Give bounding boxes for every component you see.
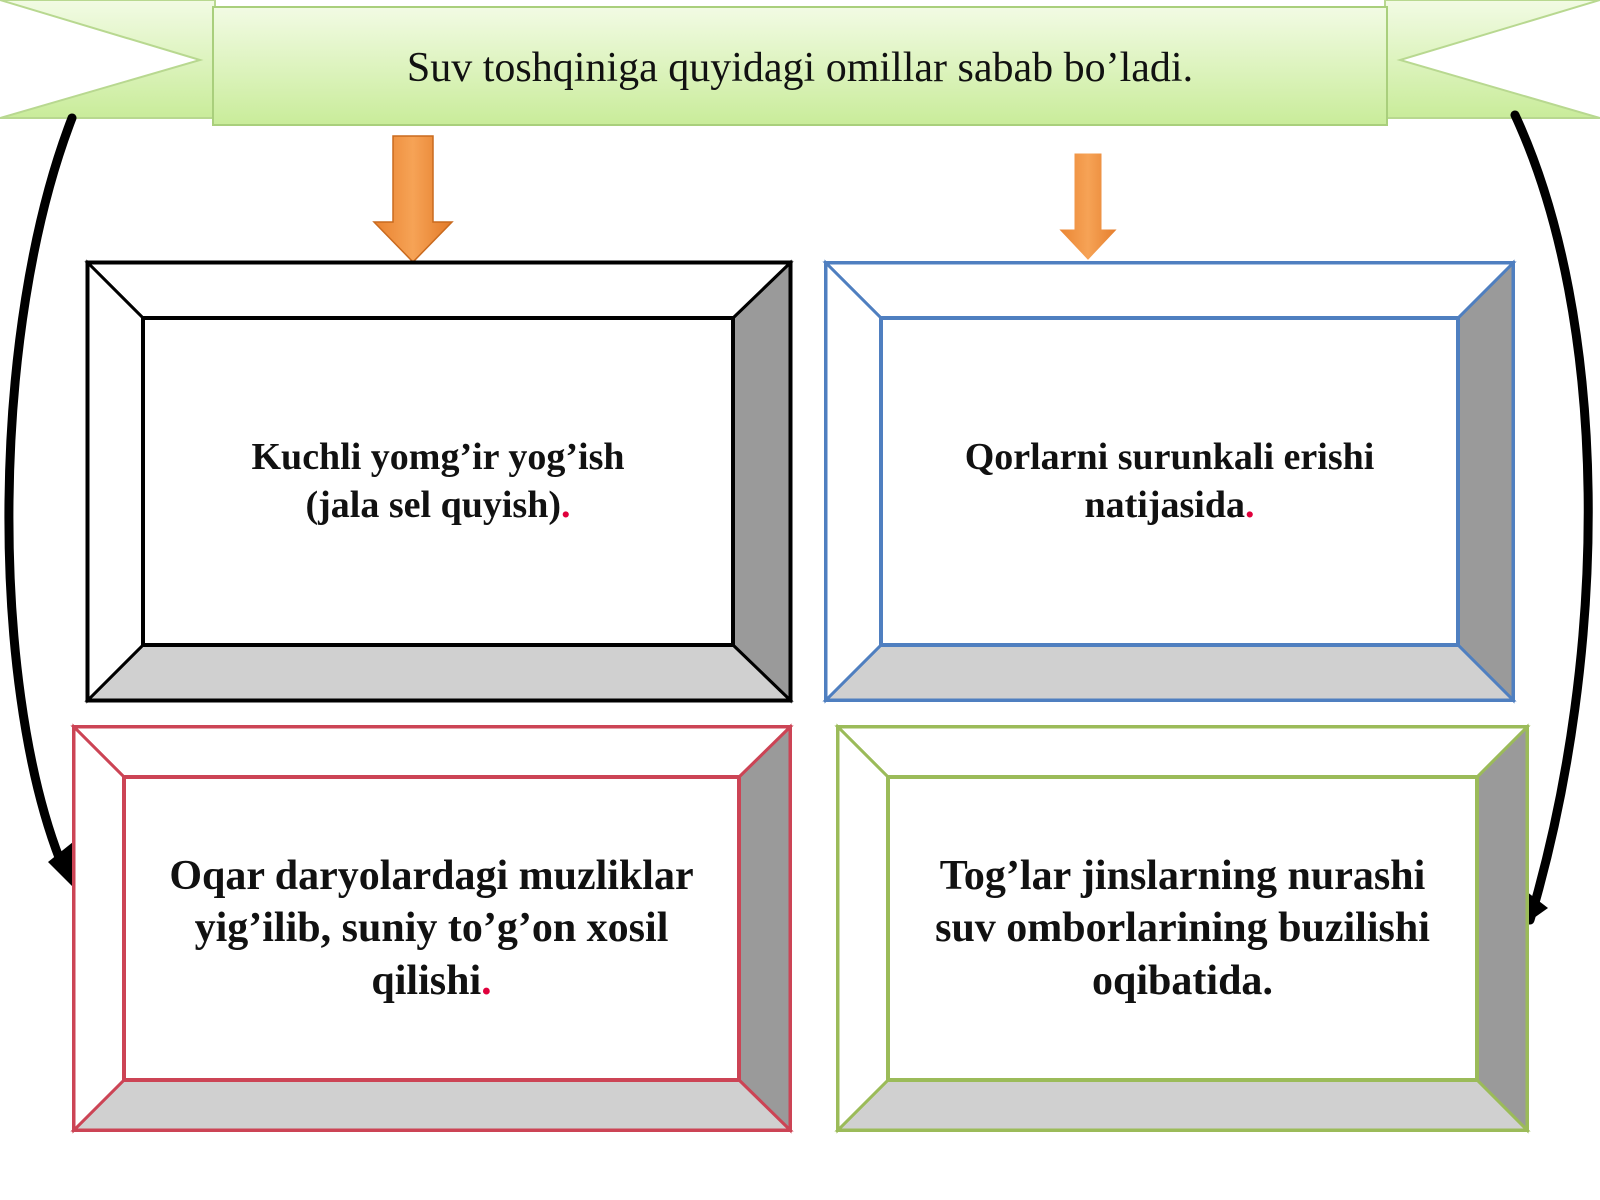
ribbon-right-tail bbox=[1385, 0, 1600, 118]
box-2-text bbox=[881, 318, 1458, 645]
box-4-text bbox=[888, 777, 1477, 1080]
arrow-down-left bbox=[374, 136, 452, 262]
box-3-line-3: qilishi bbox=[371, 957, 482, 1004]
box-3-line-1: Oqar daryolardagi muzliklar bbox=[169, 852, 694, 899]
curved-arrow-left bbox=[9, 118, 78, 892]
box-3-end-dot: . bbox=[481, 957, 492, 1004]
arrow-down-right bbox=[1056, 152, 1120, 262]
box-3-line-2: yig’ilib, suniy to’g’on xosil bbox=[194, 905, 669, 952]
box-4-line-2: suv omborlarining buzilishi bbox=[935, 905, 1430, 952]
box-2-line-2: natijasida bbox=[1084, 483, 1245, 526]
box-4-line-3: oqibatida bbox=[1092, 957, 1263, 1004]
box-4-line-1: Tog’lar jinslarning nurashi bbox=[939, 852, 1426, 899]
box-1-text bbox=[143, 318, 733, 645]
banner-title: Suv toshqiniga quyidagi omillar sabab bo’ladi. bbox=[406, 44, 1194, 91]
box-4-end-dot: . bbox=[1262, 957, 1273, 1004]
box-3-text bbox=[124, 777, 739, 1080]
box-1-end-dot: . bbox=[560, 483, 571, 526]
ribbon-left-tail bbox=[0, 0, 215, 118]
box-2-line-1: Qorlarni surunkali erishi bbox=[964, 436, 1375, 478]
box-1-line-2: (jala sel quyish) bbox=[305, 483, 561, 526]
box-1-line-1: Kuchli yomg’ir yog’ish bbox=[251, 436, 625, 478]
box-2-end-dot: . bbox=[1244, 483, 1255, 526]
